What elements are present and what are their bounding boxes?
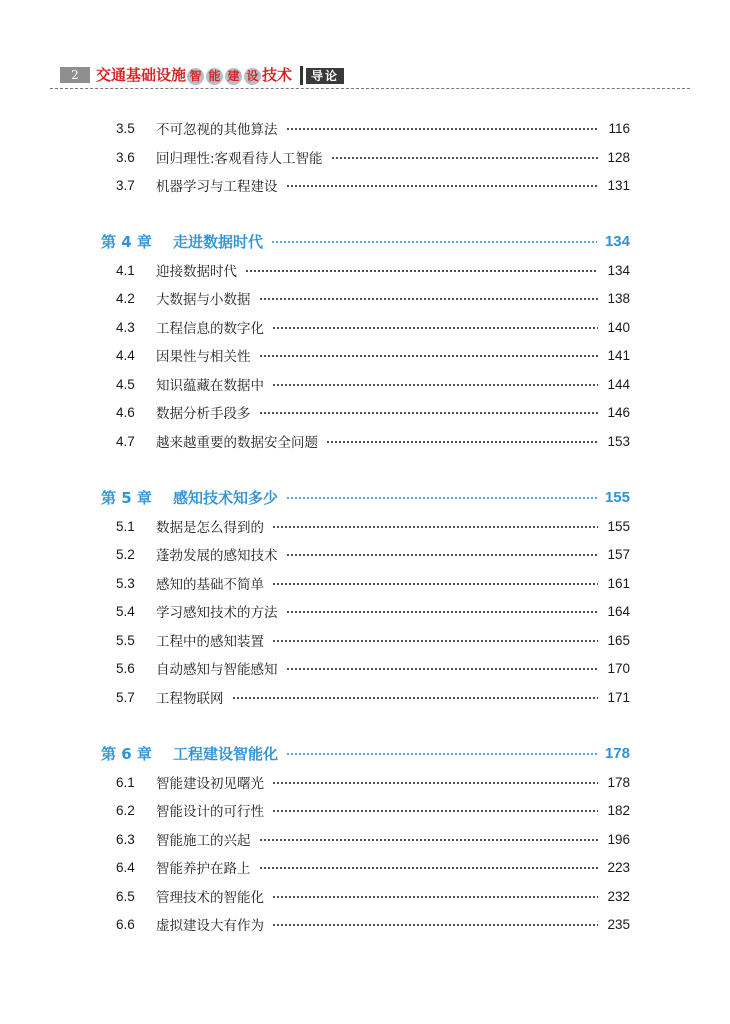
dot-leader <box>272 384 598 386</box>
dot-leader <box>259 867 599 869</box>
dot-leader <box>272 896 598 898</box>
toc-entry[interactable] <box>116 572 630 594</box>
dot-leader <box>286 611 599 613</box>
toc-entry[interactable] <box>116 373 630 395</box>
entry-number: 4.5 <box>116 376 135 392</box>
toc-entry[interactable] <box>116 771 630 793</box>
entry-page: 178 <box>607 774 630 790</box>
dot-leader <box>272 327 598 329</box>
entry-page: 164 <box>607 603 630 619</box>
entry-number: 4.3 <box>116 319 135 335</box>
entry-number: 4.2 <box>116 290 135 306</box>
dot-leader <box>232 697 599 699</box>
toc-chapter-5[interactable] <box>101 486 630 508</box>
entry-page: 134 <box>607 262 630 278</box>
toc-entry[interactable] <box>116 430 630 452</box>
dot-leader <box>286 497 597 499</box>
chapter-label: 第 5 章 <box>101 488 152 507</box>
dot-leader <box>286 185 599 187</box>
chapter-page: 178 <box>604 744 630 762</box>
entry-page: 146 <box>607 404 630 420</box>
entry-title: 迎接数据时代 <box>156 264 237 280</box>
entry-page: 138 <box>607 290 630 306</box>
toc-entry[interactable] <box>116 117 630 139</box>
entry-title: 感知的基础不简单 <box>156 577 264 593</box>
book-title-circled-char: 智 <box>187 68 204 85</box>
entry-page: 141 <box>607 347 630 363</box>
entry-title: 智能设计的可行性 <box>156 804 264 820</box>
entry-title: 大数据与小数据 <box>156 292 251 308</box>
entry-page: 144 <box>607 376 630 392</box>
entry-title: 智能养护在路上 <box>156 861 251 877</box>
toc-entry[interactable] <box>116 259 630 281</box>
entry-page: 153 <box>607 433 630 449</box>
entry-title: 越来越重要的数据安全问题 <box>156 435 318 451</box>
entry-page: 161 <box>607 575 630 591</box>
entry-number: 5.1 <box>116 518 135 534</box>
dot-leader <box>286 554 599 556</box>
toc-chapter-4[interactable] <box>101 230 630 252</box>
entry-number: 3.5 <box>116 120 135 136</box>
entry-number: 4.1 <box>116 262 135 278</box>
entry-title: 自动感知与智能感知 <box>156 662 278 678</box>
entry-number: 5.3 <box>116 575 135 591</box>
toc-entry[interactable] <box>116 515 630 537</box>
entry-title: 虚拟建设大有作为 <box>156 918 264 934</box>
entry-page: 182 <box>607 802 630 818</box>
toc-entry[interactable] <box>116 344 630 366</box>
chapter-label: 第 4 章 <box>101 232 152 251</box>
chapter-title: 感知技术知多少 <box>173 488 279 507</box>
toc-entry[interactable] <box>116 799 630 821</box>
entry-number: 5.2 <box>116 546 135 562</box>
entry-number: 4.4 <box>116 347 135 363</box>
toc-entry[interactable] <box>116 401 630 423</box>
chapter-title: 走进数据时代 <box>173 232 264 251</box>
toc-entry[interactable] <box>116 600 630 622</box>
toc-entry[interactable] <box>116 174 630 196</box>
entry-page: 157 <box>607 546 630 562</box>
book-title-prefix: 交通基础设施 <box>96 66 187 84</box>
toc-entry[interactable] <box>116 287 630 309</box>
entry-page: 131 <box>607 177 630 193</box>
entry-title: 不可忽视的其他算法 <box>156 122 278 138</box>
toc-entry[interactable] <box>116 856 630 878</box>
chapter-label: 第 6 章 <box>101 744 152 763</box>
page-number: 2 <box>60 67 90 83</box>
entry-number: 6.6 <box>116 916 135 932</box>
entry-number: 6.1 <box>116 774 135 790</box>
dot-leader <box>271 241 597 243</box>
dot-leader <box>326 441 598 443</box>
dot-leader <box>272 583 598 585</box>
dot-leader <box>272 924 598 926</box>
chapter-title: 工程建设智能化 <box>173 744 279 763</box>
entry-number: 4.7 <box>116 433 135 449</box>
toc-entry[interactable] <box>116 146 630 168</box>
entry-number: 6.2 <box>116 802 135 818</box>
entry-page: 196 <box>607 831 630 847</box>
dot-leader <box>245 270 598 272</box>
entry-title: 工程中的感知装置 <box>156 634 264 650</box>
entry-number: 5.5 <box>116 632 135 648</box>
entry-title: 智能施工的兴起 <box>156 833 251 849</box>
chapter-page: 155 <box>604 488 630 506</box>
entry-title: 数据分析手段多 <box>156 406 251 422</box>
book-title-circled-char: 能 <box>206 68 223 85</box>
entry-page: 232 <box>607 888 630 904</box>
entry-number: 6.3 <box>116 831 135 847</box>
entry-number: 3.6 <box>116 149 135 165</box>
dot-leader <box>272 640 598 642</box>
entry-number: 4.6 <box>116 404 135 420</box>
dot-leader <box>331 157 598 159</box>
entry-page: 235 <box>607 916 630 932</box>
dot-leader <box>272 810 598 812</box>
entry-title: 工程物联网 <box>156 691 224 707</box>
book-title-suffix: 技术 <box>262 66 293 84</box>
entry-title: 智能建设初见曙光 <box>156 776 264 792</box>
dot-leader <box>259 839 599 841</box>
toc-entry[interactable] <box>116 828 630 850</box>
entry-page: 128 <box>607 149 630 165</box>
entry-page: 165 <box>607 632 630 648</box>
toc-entry[interactable] <box>116 316 630 338</box>
entry-number: 3.7 <box>116 177 135 193</box>
dot-leader <box>286 668 599 670</box>
entry-title: 回归理性:客观看待人工智能 <box>156 151 323 167</box>
toc-entry[interactable] <box>116 686 630 708</box>
entry-page: 171 <box>607 689 630 705</box>
entry-title: 学习感知技术的方法 <box>156 605 278 621</box>
book-title-circled-char: 设 <box>244 68 261 85</box>
dot-leader <box>259 412 599 414</box>
entry-number: 6.4 <box>116 859 135 875</box>
entry-page: 170 <box>607 660 630 676</box>
toc-entry[interactable] <box>116 885 630 907</box>
toc-entry[interactable] <box>116 657 630 679</box>
entry-page: 155 <box>607 518 630 534</box>
entry-title: 管理技术的智能化 <box>156 890 264 906</box>
entry-number: 5.7 <box>116 689 135 705</box>
entry-page: 140 <box>607 319 630 335</box>
chapter-page: 134 <box>604 232 630 250</box>
dot-leader <box>259 355 599 357</box>
dot-leader <box>272 782 598 784</box>
toc-entry[interactable] <box>116 543 630 565</box>
book-title-circled-char: 建 <box>225 68 242 85</box>
toc-chapter-6[interactable] <box>101 742 630 764</box>
entry-number: 5.4 <box>116 603 135 619</box>
toc-entry[interactable] <box>116 913 630 935</box>
entry-page: 223 <box>607 859 630 875</box>
entry-title: 数据是怎么得到的 <box>156 520 264 536</box>
entry-title: 知识蕴藏在数据中 <box>156 378 264 394</box>
section-label: 导论 <box>306 68 344 84</box>
entry-number: 6.5 <box>116 888 135 904</box>
dot-leader <box>286 753 597 755</box>
dot-leader <box>272 526 598 528</box>
entry-title: 因果性与相关性 <box>156 349 251 365</box>
dot-leader <box>286 128 599 130</box>
entry-title: 工程信息的数字化 <box>156 321 264 337</box>
entry-title: 蓬勃发展的感知技术 <box>156 548 278 564</box>
entry-number: 5.6 <box>116 660 135 676</box>
dot-leader <box>259 298 599 300</box>
toc-entry[interactable] <box>116 629 630 651</box>
entry-page: 116 <box>608 120 630 136</box>
entry-title: 机器学习与工程建设 <box>156 179 278 195</box>
